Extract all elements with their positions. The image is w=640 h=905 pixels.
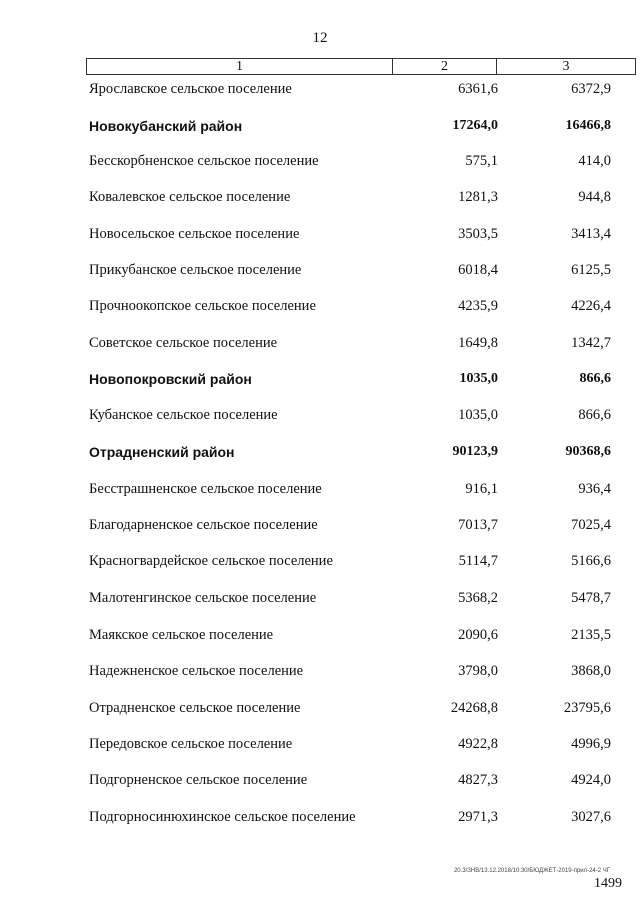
- row-value-col3: 866,6: [579, 371, 611, 386]
- row-value-col2: 3798,0: [458, 663, 498, 679]
- row-value-col2: 4827,3: [458, 772, 498, 788]
- table-row: [0, 517, 640, 537]
- row-name: Красногвардейское сельское поселение: [89, 553, 333, 569]
- row-value-col3: 4226,4: [571, 298, 611, 314]
- row-value-col2: 2090,6: [458, 627, 498, 643]
- row-name: Бесстрашненское сельское поселение: [89, 481, 322, 497]
- row-value-col3: 4996,9: [571, 736, 611, 752]
- row-name: Передовское сельское поселение: [89, 736, 293, 752]
- row-name: Новопокровский район: [89, 371, 252, 387]
- row-value-col3: 944,8: [578, 189, 611, 205]
- row-name: Ковалевское сельское поселение: [89, 189, 291, 205]
- table-row: [0, 700, 640, 720]
- row-name: Прикубанское сельское поселение: [89, 262, 302, 278]
- district-row: [0, 118, 640, 138]
- row-value-col3: 414,0: [578, 153, 611, 169]
- table-row: [0, 226, 640, 246]
- row-value-col3: 6125,5: [571, 262, 611, 278]
- header-col-1: 1: [87, 59, 393, 74]
- row-value-col2: 1281,3: [458, 189, 498, 205]
- district-row: [0, 371, 640, 391]
- table-row: [0, 262, 640, 282]
- row-value-col3: 1342,7: [571, 335, 611, 351]
- district-row: [0, 444, 640, 464]
- row-value-col3: 2135,5: [571, 627, 611, 643]
- row-value-col2: 1649,8: [458, 335, 498, 351]
- row-value-col2: 4235,9: [458, 298, 498, 314]
- header-col-2: 2: [393, 59, 497, 74]
- row-value-col2: 3503,5: [458, 226, 498, 242]
- table-header: [86, 58, 636, 75]
- row-value-col2: 1035,0: [458, 407, 498, 423]
- row-value-col2: 916,1: [465, 481, 498, 497]
- table-row: [0, 736, 640, 756]
- footer-document-code: 20.3/ЗНВ/13.12.2018/10:30/БЮДЖЕТ-2019-прил-24-2 ЧГ: [453, 868, 610, 874]
- table-row: [0, 809, 640, 829]
- row-value-col2: 24268,8: [450, 700, 498, 716]
- row-value-col3: 23795,6: [563, 700, 611, 716]
- row-value-col3: 4924,0: [571, 772, 611, 788]
- row-value-col3: 16466,8: [565, 118, 611, 133]
- row-value-col2: 6018,4: [458, 262, 498, 278]
- row-value-col3: 3868,0: [571, 663, 611, 679]
- table-row: [0, 553, 640, 573]
- row-value-col2: 4922,8: [458, 736, 498, 752]
- row-value-col2: 6361,6: [458, 81, 498, 97]
- row-name: Ярославское сельское поселение: [89, 81, 292, 97]
- row-name: Прочноокопское сельское поселение: [89, 298, 316, 314]
- row-value-col2: 5114,7: [458, 553, 498, 569]
- table-row: [0, 189, 640, 209]
- row-value-col2: 90123,9: [452, 444, 498, 459]
- row-value-col2: 1035,0: [459, 371, 498, 386]
- row-value-col3: 5478,7: [571, 590, 611, 606]
- table-row: [0, 407, 640, 427]
- row-value-col3: 5166,6: [571, 553, 611, 569]
- row-value-col3: 3413,4: [571, 226, 611, 242]
- table-row: [0, 481, 640, 501]
- table-row: [0, 153, 640, 173]
- table-row: [0, 772, 640, 792]
- table-row: [0, 590, 640, 610]
- table-row: [0, 663, 640, 683]
- row-name: Малотенгинское сельское поселение: [89, 590, 317, 606]
- table-row: [0, 335, 640, 355]
- row-name: Подгорненское сельское поселение: [89, 772, 308, 788]
- row-name: Новокубанский район: [89, 118, 243, 134]
- row-name: Надежненское сельское поселение: [89, 663, 304, 679]
- row-name: Отрадненское сельское поселение: [89, 700, 301, 716]
- row-name: Подгорносинюхинское сельское поселение: [89, 809, 356, 825]
- footer-page-number: 1499: [594, 876, 622, 891]
- row-name: Новосельское сельское поселение: [89, 226, 300, 242]
- row-value-col3: 866,6: [578, 407, 611, 423]
- row-value-col3: 6372,9: [571, 81, 611, 97]
- row-name: Бесскорбненское сельское поселение: [89, 153, 319, 169]
- row-name: Советское сельское поселение: [89, 335, 278, 351]
- row-name: Отрадненский район: [89, 444, 235, 460]
- row-value-col3: 3027,6: [571, 809, 611, 825]
- row-value-col2: 17264,0: [452, 118, 498, 133]
- row-value-col2: 7013,7: [458, 517, 498, 533]
- row-name: Благодарненское сельское поселение: [89, 517, 318, 533]
- header-col-3: 3: [562, 59, 570, 74]
- row-value-col3: 90368,6: [565, 444, 611, 459]
- row-name: Маякское сельское поселение: [89, 627, 274, 643]
- row-value-col3: 936,4: [578, 481, 611, 497]
- row-name: Кубанское сельское поселение: [89, 407, 278, 423]
- table-row: [0, 298, 640, 318]
- table-row: [0, 81, 640, 101]
- row-value-col2: 575,1: [465, 153, 498, 169]
- row-value-col3: 7025,4: [571, 517, 611, 533]
- row-value-col2: 5368,2: [458, 590, 498, 606]
- row-value-col2: 2971,3: [458, 809, 498, 825]
- table-row: [0, 627, 640, 647]
- page-number: 12: [312, 30, 328, 46]
